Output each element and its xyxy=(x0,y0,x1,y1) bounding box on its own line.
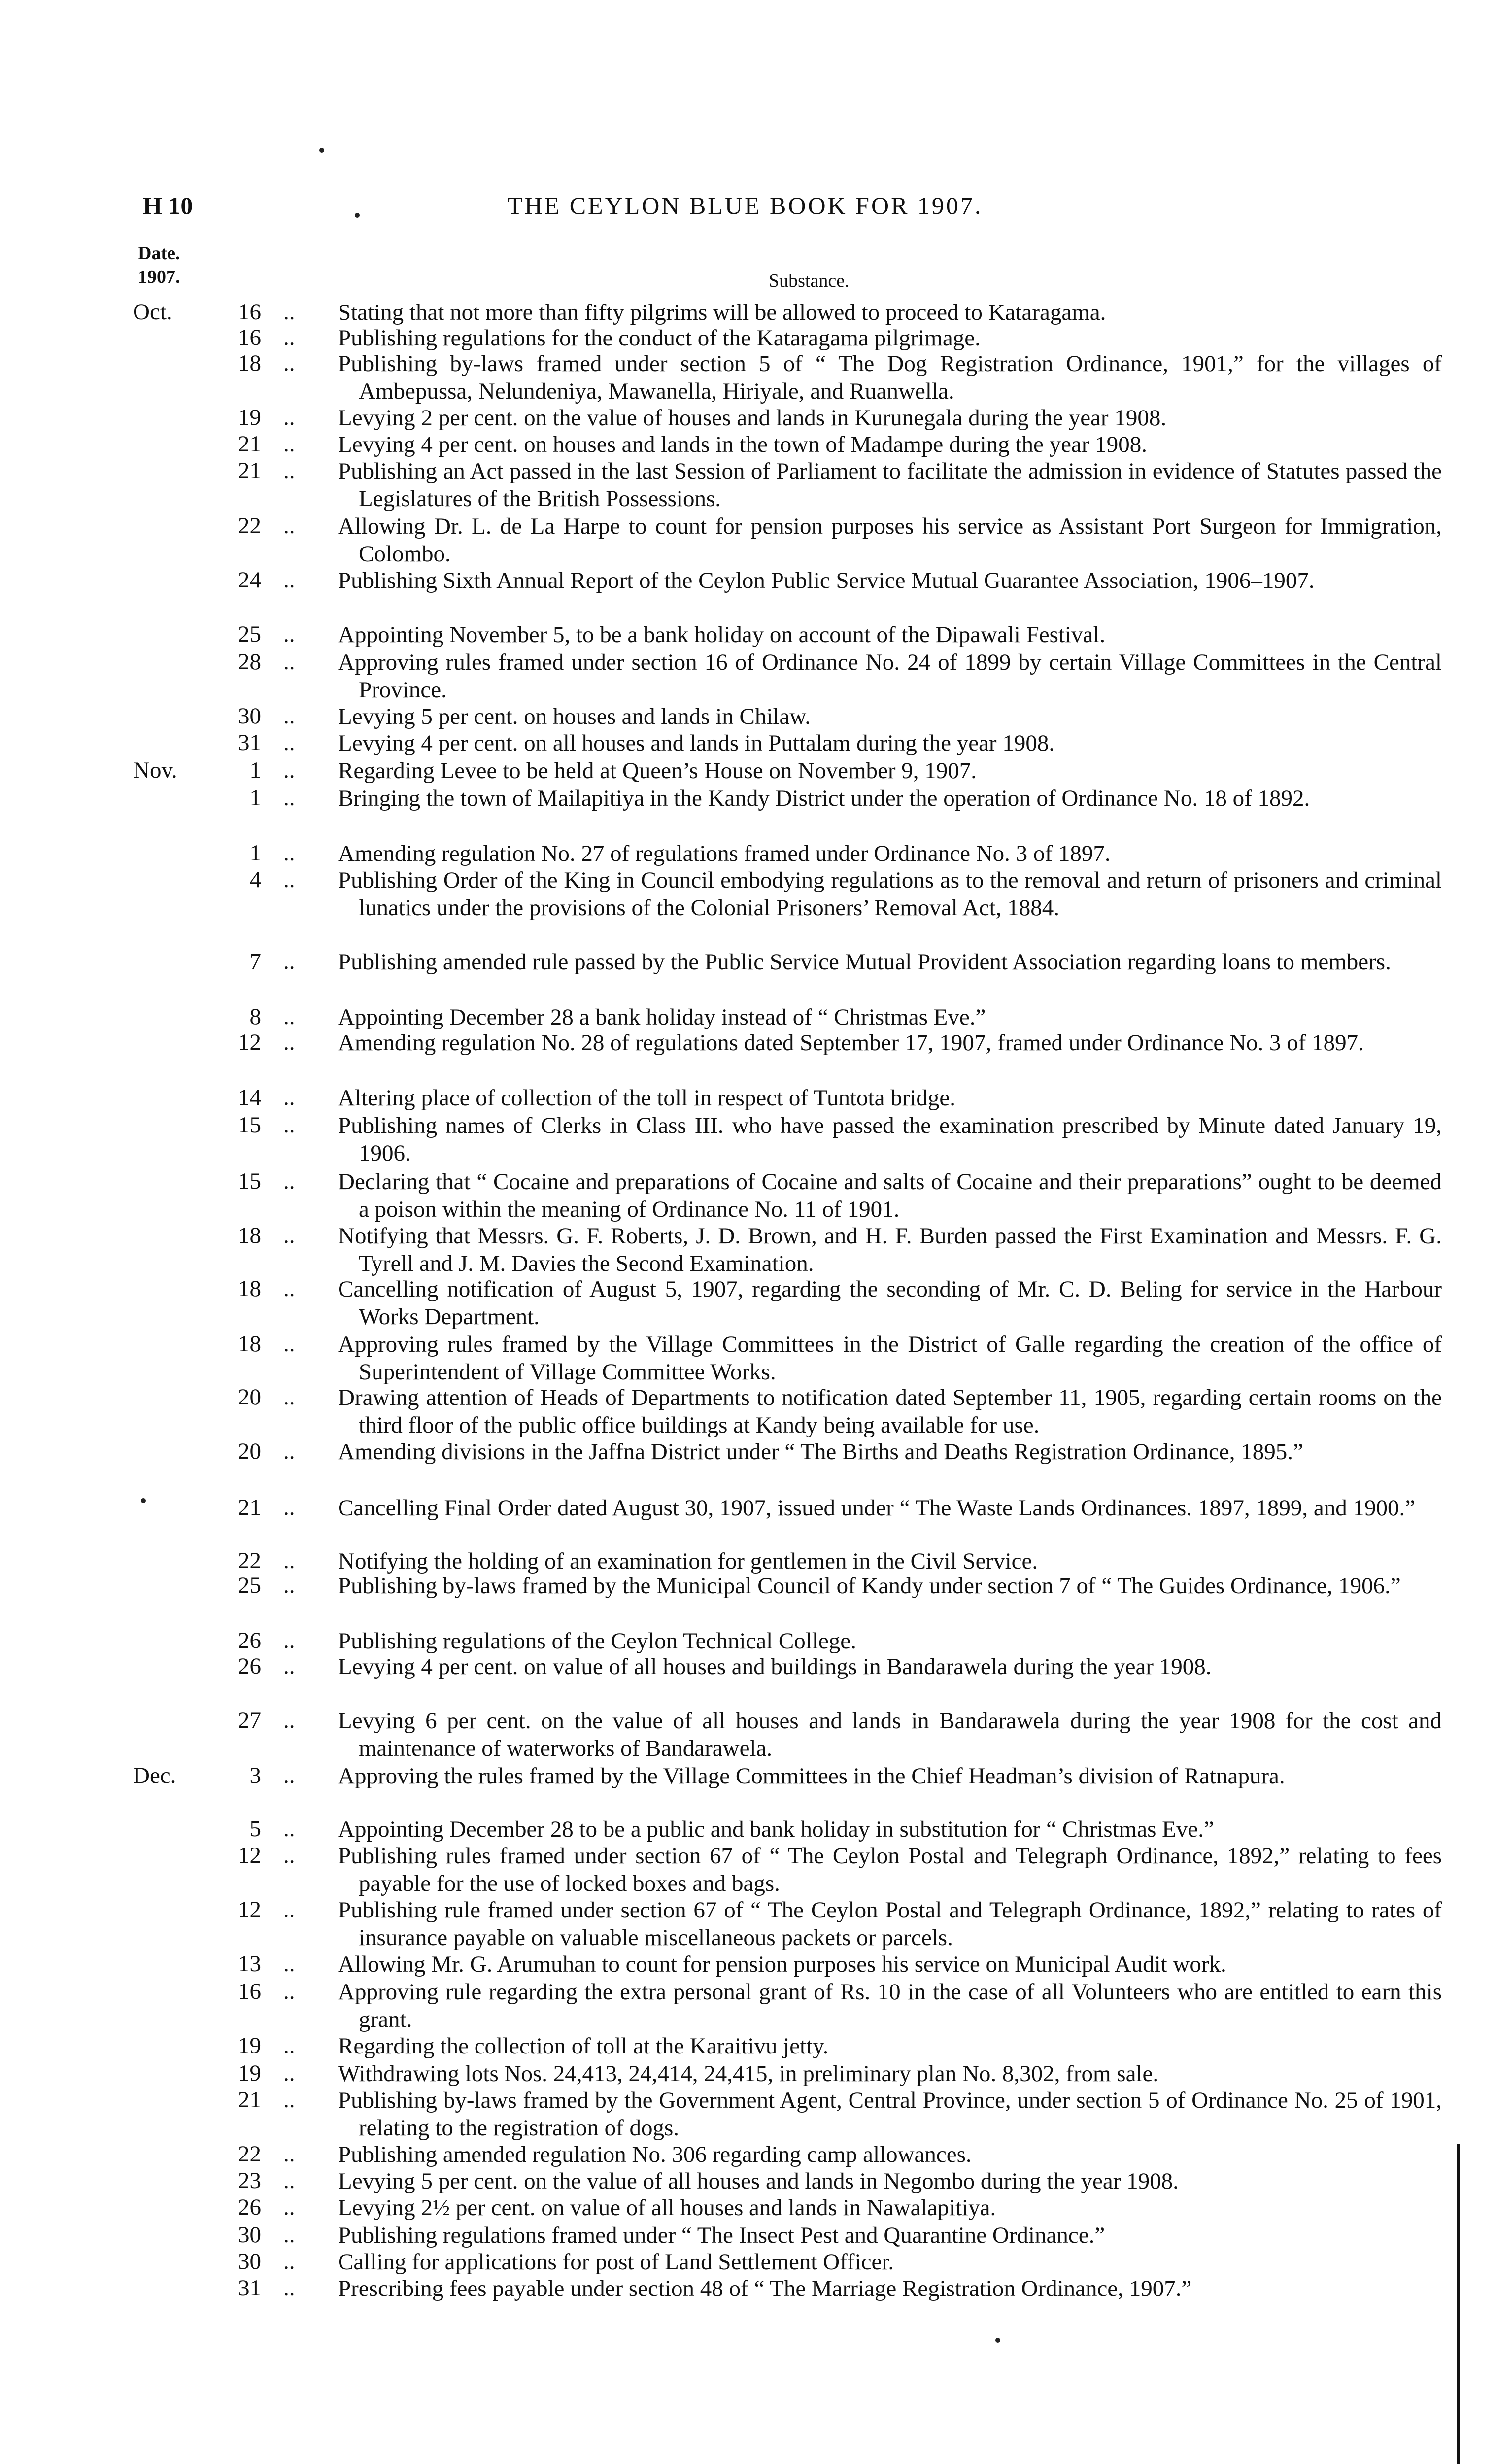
leader-dots: .. xyxy=(283,1004,295,1029)
running-title: THE CEYLON BLUE BOOK FOR 1907. xyxy=(508,192,983,219)
entry-day: 12 xyxy=(238,1029,261,1055)
leader-dots: .. xyxy=(283,567,295,593)
entry-substance: Allowing Dr. L. de La Harpe to count for pension purposes his service as Assistant Port Surgeon for Immigration, Colombo. xyxy=(338,513,1442,567)
entry-substance: Publishing regulations framed under “ The Insect Pest and Quarantine Ordinance.” xyxy=(338,2223,1105,2248)
entry-substance: Appointing December 28 a bank holiday instead of “ Christmas Eve.” xyxy=(338,1004,986,1030)
entry-day: 21 xyxy=(238,431,261,457)
leader-dots: .. xyxy=(283,621,295,647)
leader-dots: .. xyxy=(283,2275,295,2301)
entry-substance: Levying 6 per cent. on the value of all houses and lands in Bandarawela during the year 1908 for the cost and maintenance of waterworks of Bandarawela. xyxy=(338,1708,1442,1761)
entry-day: 20 xyxy=(238,1384,261,1410)
leader-dots: .. xyxy=(283,405,295,430)
entry-day: 23 xyxy=(238,2168,261,2193)
entry-substance: Approving rules framed under section 16 of Ordinance No. 24 of 1899 by certain Village Committees in the Central Province. xyxy=(338,650,1442,703)
leader-dots: .. xyxy=(283,1763,295,1788)
entry-substance: Prescribing fees payable under section 48 of “ The Marriage Registration Ordinance, 1907.” xyxy=(338,2276,1192,2301)
leader-dots: .. xyxy=(283,2087,295,2113)
entry-day: 16 xyxy=(238,1979,261,2004)
entry-substance: Amending regulation No. 27 of regulations framed under Ordinance No. 3 of 1897. xyxy=(338,841,1111,866)
entry-day: 22 xyxy=(238,513,261,539)
leader-dots: .. xyxy=(283,1438,295,1464)
leader-dots: .. xyxy=(283,1276,295,1301)
leader-dots: .. xyxy=(283,1816,295,1842)
leader-dots: .. xyxy=(283,785,295,811)
entry-day: 26 xyxy=(238,1628,261,1653)
entry-day: 20 xyxy=(238,1438,261,1464)
entry-substance: Publishing amended regulation No. 306 regarding camp allowances. xyxy=(338,2142,972,2167)
entry-substance: Levying 2 per cent. on the value of houses and lands in Kurunegala during the year 1908. xyxy=(338,405,1167,431)
leader-dots: .. xyxy=(283,1653,295,1679)
leader-dots: .. xyxy=(283,299,295,325)
entry-day: 27 xyxy=(238,1708,261,1733)
entry-substance: Publishing amended rule passed by the Public Service Mutual Provident Association regarding loans to members. xyxy=(338,949,1391,975)
entry-substance: Publishing rules framed under section 67 of “ The Ceylon Postal and Telegraph Ordinance, 1892,” relating to fees payable for the use of locked boxes and bags. xyxy=(338,1843,1442,1896)
entry-substance: Publishing by-laws framed under section 5 of “ The Dog Registration Ordinance, 1901,” for the villages of Ambepussa, Nelundeniya, Mawanella, Hiriyale, and Ruanwella. xyxy=(338,351,1442,404)
leader-dots: .. xyxy=(283,1708,295,1733)
entry-day: 1 xyxy=(249,757,261,783)
entry-substance: Bringing the town of Mailapitiya in the Kandy District under the operation of Ordinance No. 18 of 1892. xyxy=(338,786,1310,811)
entry-day: 19 xyxy=(238,405,261,430)
leader-dots: .. xyxy=(283,1628,295,1653)
entry-substance: Approving rules framed by the Village Committees in the District of Galle regarding the creation of the office of Superintendent of Village Committee Works. xyxy=(338,1332,1442,1385)
entry-substance: Cancelling Final Order dated August 30, 1907, issued under “ The Waste Lands Ordinances. 1897, 1899, and 1900.” xyxy=(338,1495,1416,1521)
entry-substance: Amending regulation No. 28 of regulations dated September 17, 1907, framed under Ordinance No. 3 of 1897. xyxy=(338,1030,1364,1056)
entry-substance: Drawing attention of Heads of Departments to notification dated September 11, 1905, regarding certain rooms on the third floor of the public office buildings at Kandy being available for use. xyxy=(338,1385,1442,1438)
leader-dots: .. xyxy=(283,1979,295,2004)
entry-month: Nov. xyxy=(133,757,177,783)
entry-day: 30 xyxy=(238,2249,261,2274)
entry-day: 15 xyxy=(238,1112,261,1138)
leader-dots: .. xyxy=(283,1384,295,1410)
ink-speck xyxy=(319,148,324,153)
entry-substance: Publishing an Act passed in the last Session of Parliament to facilitate the admission in evidence of Statutes passed the Legislatures of the British Possessions. xyxy=(338,458,1442,512)
leader-dots: .. xyxy=(283,649,295,675)
leader-dots: .. xyxy=(283,1495,295,1520)
entry-day: 16 xyxy=(238,299,261,325)
margin-rule xyxy=(1457,2144,1460,2464)
entry-day: 19 xyxy=(238,2060,261,2086)
leader-dots: .. xyxy=(283,1112,295,1138)
leader-dots: .. xyxy=(283,1223,295,1248)
ink-speck xyxy=(995,2338,1000,2343)
entry-substance: Publishing by-laws framed by the Government Agent, Central Province, under section 5 of Ordinance No. 25 of 1901, relating to the registration of dogs. xyxy=(338,2088,1442,2141)
page-id: H 10 xyxy=(143,192,193,219)
entry-substance: Regarding the collection of toll at the Karaitivu jetty. xyxy=(338,2033,829,2059)
entry-day: 25 xyxy=(238,621,261,647)
leader-dots: .. xyxy=(283,840,295,866)
leader-dots: .. xyxy=(283,325,295,350)
entry-substance: Publishing regulations for the conduct of the Kataragama pilgrimage. xyxy=(338,325,981,351)
date-column-label: Date. xyxy=(138,243,180,264)
entry-substance: Levying 4 per cent. on all houses and lands in Puttalam during the year 1908. xyxy=(338,730,1055,756)
entry-substance: Declaring that “ Cocaine and preparations of Cocaine and salts of Cocaine and their preparations” ought to be deemed a poison within the meaning of Ordinance No. 11 of 1901. xyxy=(338,1169,1442,1222)
entry-substance: Appointing December 28 to be a public and bank holiday in substitution for “ Christmas Eve.” xyxy=(338,1816,1214,1842)
entry-day: 15 xyxy=(238,1168,261,1194)
entry-day: 12 xyxy=(238,1843,261,1868)
leader-dots: .. xyxy=(283,1843,295,1868)
entry-substance: Levying 5 per cent. on the value of all houses and lands in Negombo during the year 1908. xyxy=(338,2168,1179,2194)
entry-day: 8 xyxy=(249,1004,261,1029)
entry-substance: Amending divisions in the Jaffna District under “ The Births and Deaths Registration Ordinance, 1895.” xyxy=(338,1439,1303,1465)
entry-substance: Levying 4 per cent. on value of all houses and buildings in Bandarawela during the year 1908. xyxy=(338,1654,1212,1679)
entry-substance: Regarding Levee to be held at Queen’s House on November 9, 1907. xyxy=(338,758,977,784)
entry-day: 19 xyxy=(238,2033,261,2058)
entry-substance: Altering place of collection of the toll in respect of Tuntota bridge. xyxy=(338,1085,956,1111)
leader-dots: .. xyxy=(283,703,295,729)
substance-column-label: Substance. xyxy=(769,271,850,291)
entry-substance: Levying 4 per cent. on houses and lands in the town of Madampe during the year 1908. xyxy=(338,432,1147,457)
entry-day: 21 xyxy=(238,1495,261,1520)
entry-substance: Calling for applications for post of Land Settlement Officer. xyxy=(338,2249,894,2275)
entry-day: 30 xyxy=(238,703,261,729)
entry-month: Dec. xyxy=(133,1763,176,1788)
entry-day: 4 xyxy=(249,867,261,892)
ink-speck xyxy=(141,1498,146,1503)
leader-dots: .. xyxy=(283,949,295,974)
entry-day: 18 xyxy=(238,1223,261,1248)
entry-day: 18 xyxy=(238,350,261,376)
leader-dots: .. xyxy=(283,2060,295,2086)
leader-dots: .. xyxy=(283,1168,295,1194)
leader-dots: .. xyxy=(283,350,295,376)
leader-dots: .. xyxy=(283,513,295,539)
entry-substance: Withdrawing lots Nos. 24,413, 24,414, 24,415, in preliminary plan No. 8,302, from sale. xyxy=(338,2061,1159,2087)
entry-day: 12 xyxy=(238,1897,261,1922)
leader-dots: .. xyxy=(283,431,295,457)
entry-substance: Publishing regulations of the Ceylon Technical College. xyxy=(338,1628,856,1654)
leader-dots: .. xyxy=(283,1548,295,1574)
entry-day: 31 xyxy=(238,730,261,755)
leader-dots: .. xyxy=(283,2194,295,2220)
entry-day: 21 xyxy=(238,2087,261,2113)
entry-day: 7 xyxy=(249,949,261,974)
entry-day: 3 xyxy=(249,1763,261,1788)
entry-day: 22 xyxy=(238,2141,261,2167)
entry-substance: Publishing by-laws framed by the Municipal Council of Kandy under section 7 of “ The Guides Ordinance, 1906.” xyxy=(338,1573,1401,1599)
entry-substance: Levying 2½ per cent. on value of all houses and lands in Nawalapitiya. xyxy=(338,2195,996,2221)
entry-substance: Appointing November 5, to be a bank holiday on account of the Dipawali Festival. xyxy=(338,622,1106,648)
leader-dots: .. xyxy=(283,730,295,755)
leader-dots: .. xyxy=(283,757,295,783)
entry-day: 25 xyxy=(238,1573,261,1598)
entry-day: 21 xyxy=(238,458,261,483)
entry-substance: Approving the rules framed by the Village Committees in the Chief Headman’s division of Ratnapura. xyxy=(338,1763,1285,1789)
entry-substance: Levying 5 per cent. on houses and lands in Chilaw. xyxy=(338,704,811,729)
leader-dots: .. xyxy=(283,1085,295,1110)
entry-day: 24 xyxy=(238,567,261,593)
leader-dots: .. xyxy=(283,1573,295,1598)
entry-day: 22 xyxy=(238,1548,261,1574)
page-header xyxy=(0,191,1496,231)
leader-dots: .. xyxy=(283,1951,295,1977)
entry-substance: Publishing Order of the King in Council embodying regulations as to the removal and return of prisoners and criminal lunatics under the provisions of the Colonial Prisoners’ Removal Act, 1884. xyxy=(338,867,1442,921)
entry-substance: Publishing names of Clerks in Class III. who have passed the examination prescribed by Minute dated January 19, 1906. xyxy=(338,1113,1442,1166)
entry-substance: Notifying the holding of an examination for gentlemen in the Civil Service. xyxy=(338,1548,1038,1574)
leader-dots: .. xyxy=(283,458,295,483)
entry-substance: Cancelling notification of August 5, 1907, regarding the seconding of Mr. C. D. Beling for service in the Harbour Works Department. xyxy=(338,1276,1442,1330)
entry-day: 1 xyxy=(249,785,261,811)
entry-month: Oct. xyxy=(133,299,172,325)
entry-substance: Approving rule regarding the extra personal grant of Rs. 10 in the case of all Volunteers who are entitled to earn this grant. xyxy=(338,1979,1442,2032)
entry-day: 13 xyxy=(238,1951,261,1977)
entry-substance: Notifying that Messrs. G. F. Roberts, J. D. Brown, and H. F. Burden passed the First Examination and Messrs. F. G. Tyrell and J. M. Davies the Second Examination. xyxy=(338,1223,1442,1276)
entry-day: 18 xyxy=(238,1331,261,1357)
leader-dots: .. xyxy=(283,867,295,892)
entry-day: 26 xyxy=(238,2194,261,2220)
entry-day: 16 xyxy=(238,325,261,350)
leader-dots: .. xyxy=(283,1331,295,1357)
leader-dots: .. xyxy=(283,1029,295,1055)
leader-dots: .. xyxy=(283,2168,295,2193)
entry-day: 31 xyxy=(238,2275,261,2301)
entry-day: 14 xyxy=(238,1085,261,1110)
entry-day: 1 xyxy=(249,840,261,866)
entry-day: 18 xyxy=(238,1276,261,1301)
entry-substance: Stating that not more than fifty pilgrims will be allowed to proceed to Kataragama. xyxy=(338,300,1106,325)
entry-day: 26 xyxy=(238,1653,261,1679)
leader-dots: .. xyxy=(283,2141,295,2167)
leader-dots: .. xyxy=(283,1897,295,1922)
entry-day: 5 xyxy=(249,1816,261,1842)
entry-day: 30 xyxy=(238,2222,261,2248)
leader-dots: .. xyxy=(283,2222,295,2248)
ink-speck xyxy=(355,213,360,218)
entry-day: 28 xyxy=(238,649,261,675)
entry-substance: Publishing Sixth Annual Report of the Ceylon Public Service Mutual Guarantee Association, 1906–1907. xyxy=(338,568,1315,593)
entry-substance: Publishing rule framed under section 67 of “ The Ceylon Postal and Telegraph Ordinance, 1892,” relating to rates of insurance payable on valuable miscellaneous packets or parcels. xyxy=(338,1897,1442,1951)
leader-dots: .. xyxy=(283,2033,295,2058)
leader-dots: .. xyxy=(283,2249,295,2274)
year-column-label: 1907. xyxy=(138,267,180,287)
entry-substance: Allowing Mr. G. Arumuhan to count for pension purposes his service on Municipal Audit work. xyxy=(338,1951,1226,1977)
